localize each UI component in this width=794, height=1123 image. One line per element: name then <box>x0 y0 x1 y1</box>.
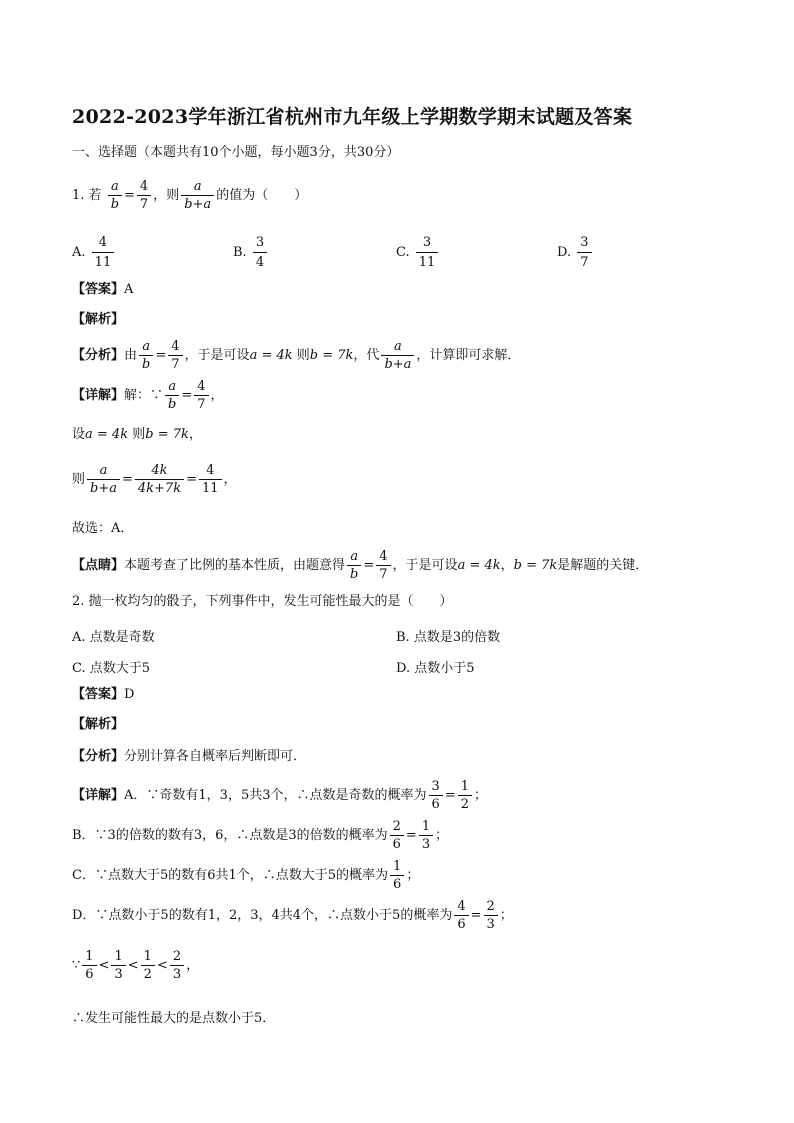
q1-option-b: B. $\frac{3}{4}$ <box>233 235 269 270</box>
q1-option-c: C. $\frac{3}{11}$ <box>396 235 440 270</box>
q2-detail-c: C．∵点数大于5的数有6共1个，∴点数大于5的概率为 $\frac{1}{6}$ ； <box>72 859 420 892</box>
q1-detail: 【详解】解：∵ $\frac{a}{b}$ = $\frac{4}{7}$ ， <box>72 379 224 412</box>
q2-option-a: A. 点数是奇数 <box>72 630 155 645</box>
q1-stem: 1. 若 $\frac{a}{b}$ = $\frac{4}{7}$ ，则 $\frac{a}{b+a}$ 的值为（ ） <box>72 179 308 212</box>
page-title: 2022-2023学年浙江省杭州市九年级上学期数学期末试题及答案 <box>72 106 633 128</box>
q1-dianjing: 【点睛】本题考查了比例的基本性质，由题意得 $\frac{a}{b}$ = $\frac{4}{7}$ ，于是可设a = 4k，b = 7k是解题的关键． <box>72 549 649 582</box>
q2-analysis-tag: 【解析】 <box>72 717 125 732</box>
q1-choose: 故选：A． <box>72 521 134 536</box>
q1-answer: 【答案】A <box>72 282 134 297</box>
q2-option-b: B. 点数是3的倍数 <box>396 630 501 645</box>
q2-answer: 【答案】D <box>72 687 135 702</box>
q1-target: $\frac{a}{b+a}$ <box>181 180 214 211</box>
q2-detail-d: D．∵点数小于5的数有1，2，3，4共4个，∴点数小于5的概率为 $\frac{4}{6}$ = $\frac{2}{3}$ ； <box>72 899 513 932</box>
q2-conclusion: ∴发生可能性最大的是点数小于5． <box>72 1011 276 1026</box>
q1-cond-lhs: $\frac{a}{b}$ <box>108 180 122 211</box>
q2-detail-a: 【详解】A．∵奇数有1，3，5共3个，∴点数是奇数的概率为 $\frac{3}{6}$ = $\frac{1}{2}$ ； <box>72 779 487 812</box>
section-heading: 一、选择题（本题共有10个小题，每小题3分，共30分） <box>72 145 400 160</box>
q1-analysis-tag: 【解析】 <box>72 312 125 327</box>
q2-option-d: D. 点数小于5 <box>396 661 475 676</box>
q2-compare: ∵ $\frac{1}{6}$ < $\frac{1}{3}$ < $\frac{1}{2}$ < $\frac{2}{3}$ ， <box>72 949 200 982</box>
q2-option-c: C. 点数大于5 <box>72 661 151 676</box>
q2-stem: 2. 抛一枚均匀的骰子，下列事件中，发生可能性最大的是（ ） <box>72 594 453 609</box>
q1-calc: 则 $\frac{a}{b+a}$ = $\frac{4k}{4k+7k}$ = $\frac{4}{11}$ ， <box>72 463 237 496</box>
q1-option-d: D. $\frac{3}{7}$ <box>557 235 594 270</box>
q2-fenxi: 【分析】分别计算各自概率后判断即可． <box>72 749 307 764</box>
q1-fenxi: 【分析】由 $\frac{a}{b}$ = $\frac{4}{7}$ ，于是可设a = 4k 则b = 7k，代 $\frac{a}{b+a}$ ，计算即可求解． <box>72 339 521 372</box>
q1-set: 设a = 4k 则b = 7k， <box>72 427 202 442</box>
q1-option-a: A. $\frac{4}{11}$ <box>72 235 116 270</box>
q1-stem-prefix: 1. 若 <box>72 188 102 203</box>
q2-detail-b: B．∵3的倍数的数有3，6，∴点数是3的倍数的概率为 $\frac{2}{6}$ = $\frac{1}{3}$ ； <box>72 819 449 852</box>
q1-cond-rhs: $\frac{4}{7}$ <box>137 180 151 211</box>
